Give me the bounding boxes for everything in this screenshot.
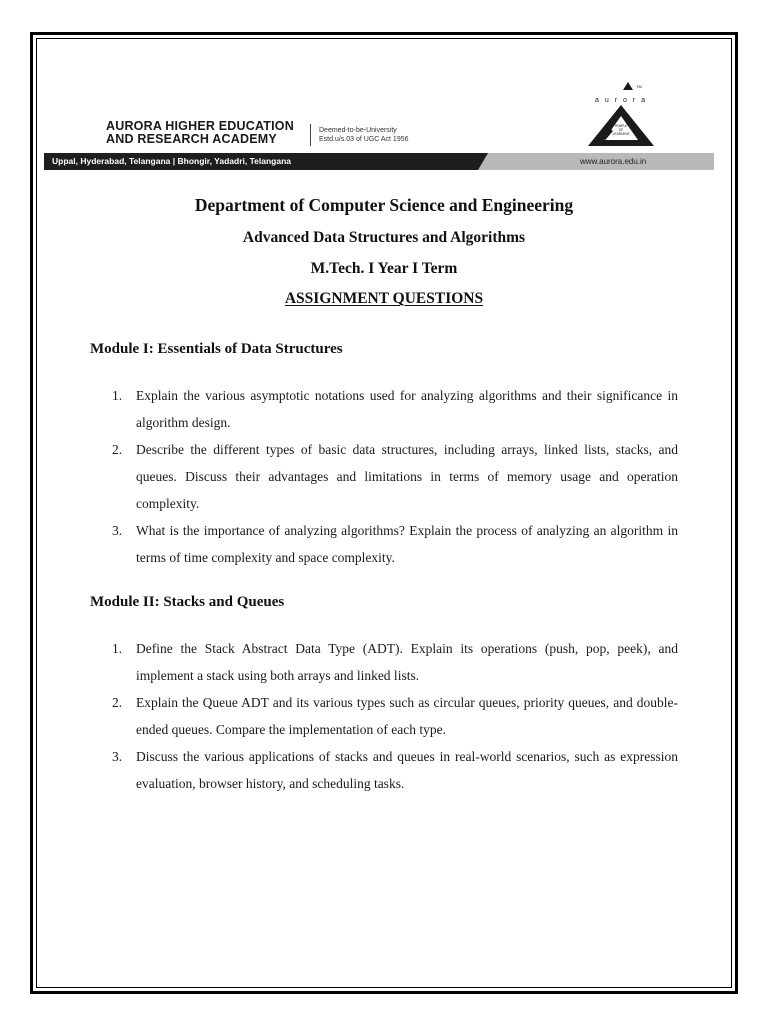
campus-locations: Uppal, Hyderabad, Telangana | Bhongir, Yadadri, Telangana: [52, 156, 292, 166]
question-number: 1.: [112, 641, 123, 656]
module-1-heading: Module I: Essentials of Data Structures: [90, 341, 343, 357]
list-item: [112, 436, 678, 517]
svg-text:TM: TM: [636, 84, 642, 89]
list-item: [112, 689, 678, 743]
list-item: [112, 517, 678, 571]
letterhead: [44, 72, 714, 174]
institution-name: AURORA HIGHER EDUCATION AND RESEARCH ACADEMY: [106, 119, 294, 146]
program-title: M.Tech. I Year I Term: [310, 260, 458, 277]
list-item: [112, 743, 678, 797]
question-text: Define the Stack Abstract Data Type (ADT). Explain its operations (push, pop, peek), and implement a stack using both arrays and linked lists.: [136, 641, 678, 683]
question-number: 3.: [112, 523, 123, 538]
question-text: Describe the different types of basic data structures, including arrays, linked lists, stacks, and queues. Discuss their advantages and limitations in terms of memory usage and operation complexity.: [136, 442, 678, 511]
question-text: Explain the various asymptotic notations used for analyzing algorithms and their significance in algorithm design.: [136, 388, 678, 430]
question-number: 1.: [112, 388, 123, 403]
department-title: Department of Computer Science and Engineering: [194, 195, 574, 215]
letterhead-divider: [310, 124, 311, 146]
question-text: What is the importance of analyzing algorithms? Explain the process of analyzing an algorithm in terms of time complexity and space complexity.: [136, 523, 678, 565]
list-item: [112, 635, 678, 689]
institution-status: Deemed-to-be-University Estd.u/s.03 of UGC Act 1956: [319, 127, 409, 143]
question-number: 2.: [112, 442, 123, 457]
list-item: [112, 382, 678, 436]
svg-text:a u r o r a: a u r o r a: [595, 97, 647, 104]
module-2-heading: Module II: Stacks and Queues: [90, 594, 285, 610]
svg-text:OF: OF: [618, 128, 624, 132]
assignment-title: ASSIGNMENT QUESTIONS: [284, 290, 484, 307]
aurora-logo-icon: [580, 78, 660, 148]
svg-text:LEARNING: LEARNING: [612, 132, 630, 136]
question-number: 3.: [112, 749, 123, 764]
question-text: Explain the Queue ADT and its various types such as circular queues, priority queues, and double-ended queues. Compare the implementation of each type.: [136, 695, 678, 737]
module-2-questions: [112, 635, 678, 797]
website-link: www.aurora.edu.in: [580, 157, 647, 166]
question-number: 2.: [112, 695, 123, 710]
course-title: Advanced Data Structures and Algorithms: [242, 229, 526, 246]
question-text: Discuss the various applications of stacks and queues in real-world scenarios, such as expression evaluation, browser history, and scheduling tasks.: [136, 749, 678, 791]
svg-text:TEMPLE: TEMPLE: [614, 124, 628, 128]
module-1-questions: [112, 382, 678, 571]
